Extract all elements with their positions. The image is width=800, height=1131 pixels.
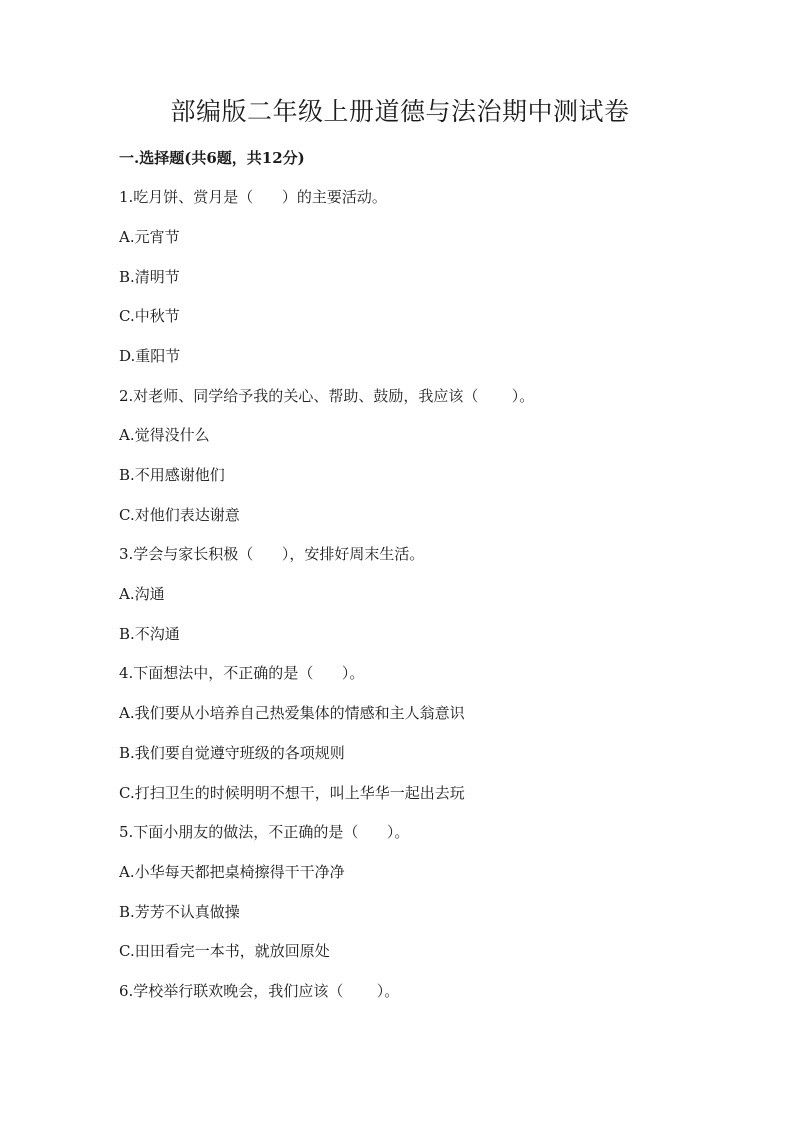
question-2-option-c: C.对他们表达谢意	[119, 506, 240, 524]
question-2: 2.对老师、同学给予我的关心、帮助、鼓励，我应该（ ）。	[119, 387, 535, 405]
question-2-option-a: A.觉得没什么	[119, 426, 210, 444]
question-4-option-c: C.打扫卫生的时候明明不想干，叫上华华一起出去玩	[119, 784, 465, 802]
question-1-option-c: C.中秋节	[119, 307, 180, 325]
question-3-option-b: B.不沟通	[119, 625, 180, 643]
section-heading: 一.选择题(共6题，共12分)	[119, 149, 305, 167]
question-5-option-a: A.小华每天都把桌椅擦得干干净净	[119, 863, 345, 881]
question-2-option-b: B.不用感谢他们	[119, 466, 225, 484]
question-1-option-a: A.元宵节	[119, 228, 180, 246]
question-3: 3.学会与家长积极（ ），安排好周末生活。	[119, 545, 425, 563]
question-4: 4.下面想法中，不正确的是（ ）。	[119, 664, 365, 682]
question-4-option-b: B.我们要自觉遵守班级的各项规则	[119, 744, 345, 762]
question-4-option-a: A.我们要从小培养自己热爱集体的情感和主人翁意识	[119, 704, 465, 722]
question-1: 1.吃月饼、赏月是（ ）的主要活动。	[119, 188, 387, 206]
question-1-option-d: D.重阳节	[119, 347, 181, 365]
question-5-option-b: B.芳芳不认真做操	[119, 903, 240, 921]
question-1-option-b: B.清明节	[119, 268, 180, 286]
question-6: 6.学校举行联欢晚会，我们应该（ ）。	[119, 982, 400, 1000]
question-5: 5.下面小朋友的做法，不正确的是（ ）。	[119, 823, 410, 841]
page-title: 部编版二年级上册道德与法治期中测试卷	[170, 97, 630, 126]
question-3-option-a: A.沟通	[119, 585, 165, 603]
question-5-option-c: C.田田看完一本书，就放回原处	[119, 942, 330, 960]
